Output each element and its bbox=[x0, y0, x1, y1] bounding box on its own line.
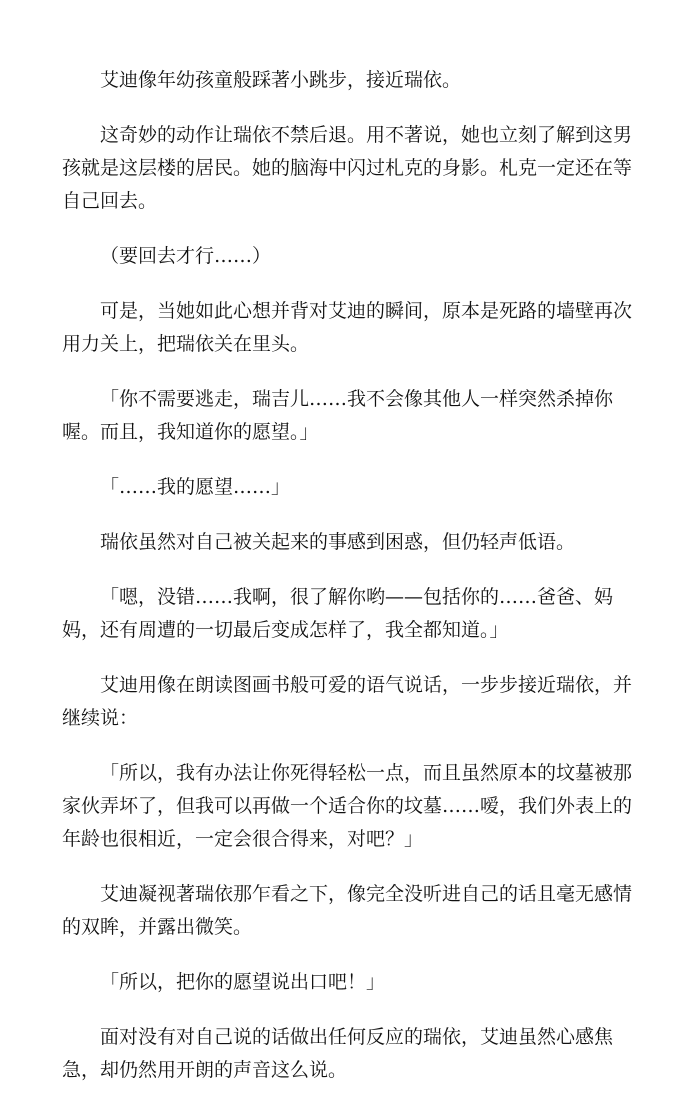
paragraph-13: 面对没有对自己说的话做出任何反应的瑞依，艾迪虽然心感焦急，却仍然用开朗的声音这么说。 bbox=[62, 1026, 614, 1081]
paragraph-9: 艾迪用像在朗读图画书般可爱的语气说话，一步步接近瑞依，并继续说： bbox=[62, 674, 633, 729]
paragraph-5: 「你不需要逃走，瑞吉儿……我不会像其他人一样突然杀掉你喔。而且，我知道你的愿望。」 bbox=[62, 388, 614, 443]
paragraph-4: 可是，当她如此心想并背对艾迪的瞬间，原本是死路的墙壁再次用力关上，把瑞依关在里头。 bbox=[62, 300, 633, 355]
paragraph-10: 「所以，我有办法让你死得轻松一点，而且虽然原本的坟墓被那家伙弄坏了，但我可以再做一个适合你的坟墓……嗳，我们外表上的年龄也很相近，一定会很合得来，对吧？」 bbox=[62, 762, 633, 850]
paragraph-3: （要回去才行……） bbox=[100, 245, 272, 267]
paragraph-1: 艾迪像年幼孩童般踩著小跳步，接近瑞依。 bbox=[100, 69, 462, 91]
paragraph-8: 「嗯，没错……我啊，很了解你哟——包括你的……爸爸、妈妈，还有周遭的一切最后变成怎样了，我全都知道。」 bbox=[62, 586, 614, 641]
paragraph-6: 「……我的愿望……」 bbox=[100, 476, 291, 498]
paragraph-2: 这奇妙的动作让瑞依不禁后退。用不著说，她也立刻了解到这男孩就是这层楼的居民。她的脑海中闪过札克的身影。札克一定还在等自己回去。 bbox=[62, 124, 633, 212]
paragraph-11: 艾迪凝视著瑞依那乍看之下，像完全没听进自己的话且毫无感情的双眸，并露出微笑。 bbox=[62, 883, 633, 938]
paragraph-7: 瑞依虽然对自己被关起来的事感到困惑，但仍轻声低语。 bbox=[100, 531, 576, 553]
paragraph-12: 「所以，把你的愿望说出口吧！」 bbox=[100, 971, 386, 993]
page-body bbox=[62, 64, 642, 1109]
